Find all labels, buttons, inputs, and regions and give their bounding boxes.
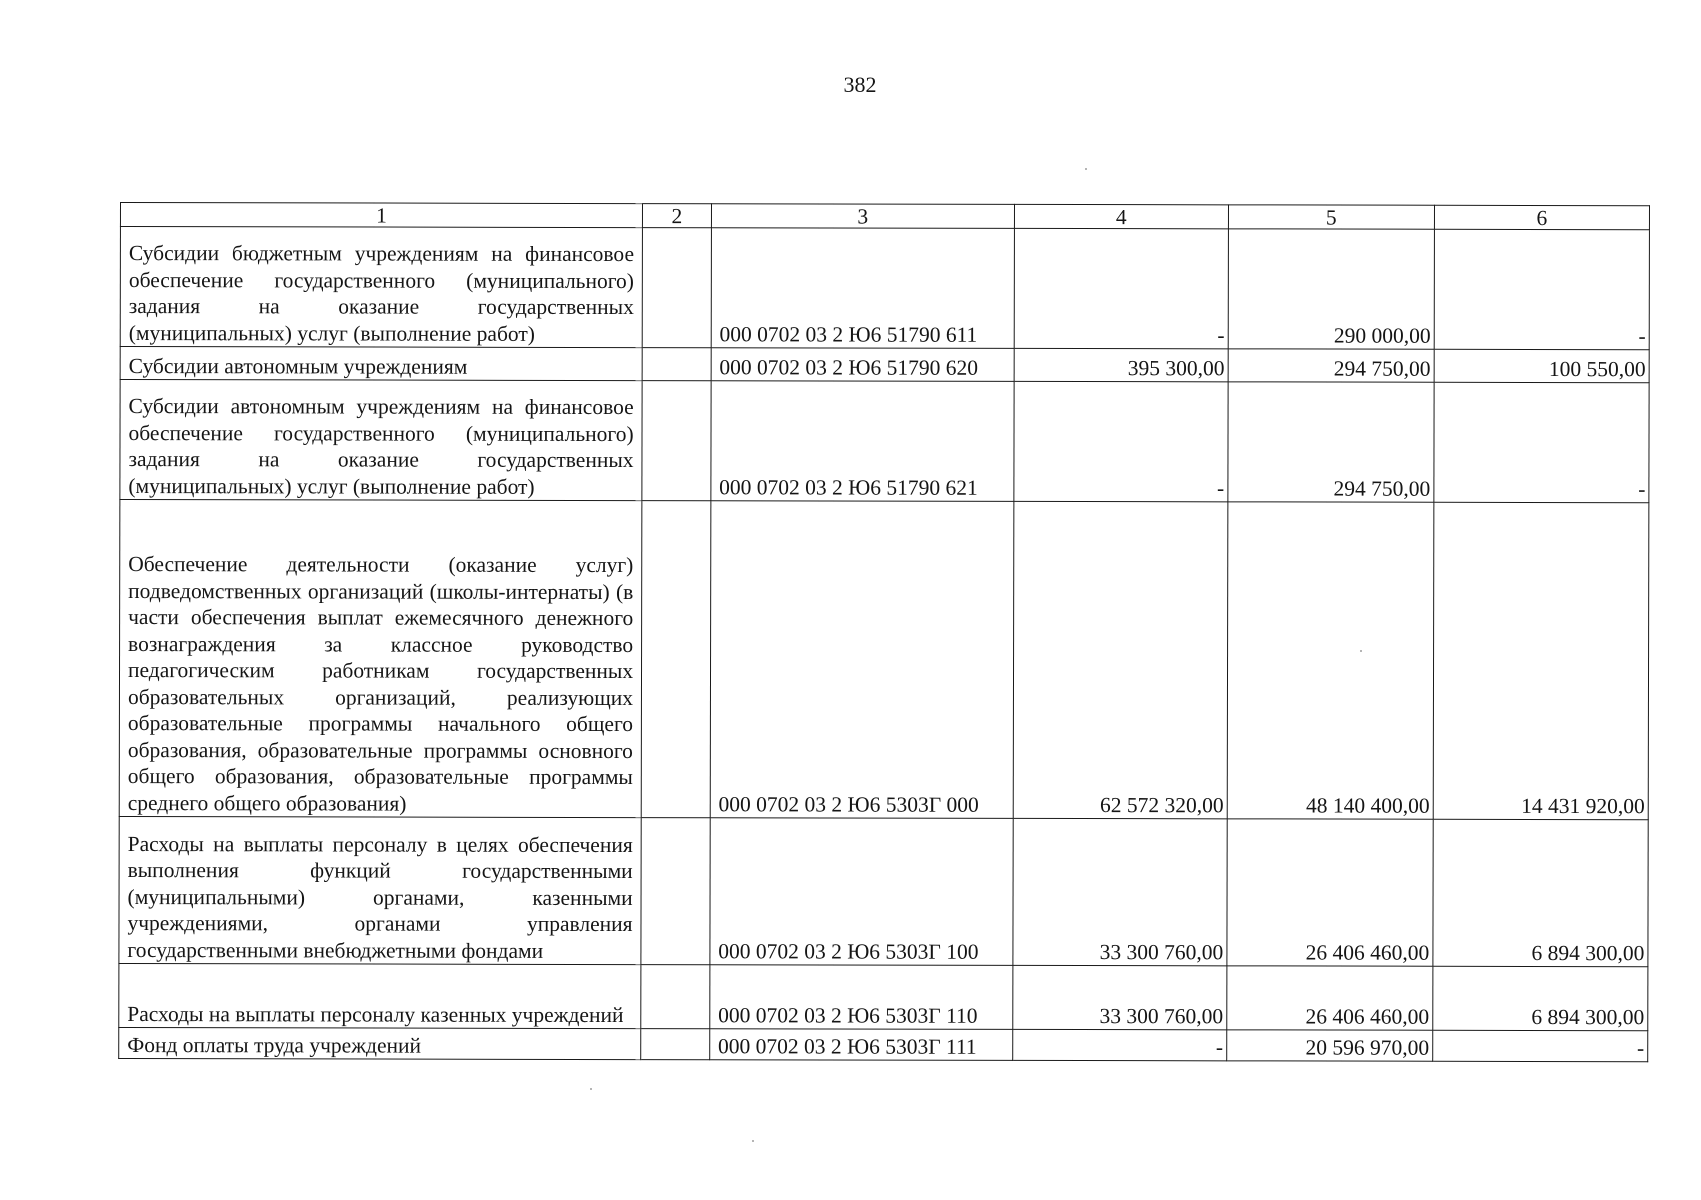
budget-code: 000 0702 03 2 Ю6 5303Г 100 [710,818,1013,966]
budget-code: 000 0702 03 2 Ю6 5303Г 110 [710,965,1013,1030]
column-number-row [120,203,1649,230]
amount-col6: 100 550,00 [1434,349,1649,382]
expense-name: Расходы на выплаты персоналу казенных учреждений [119,963,641,1028]
amount-col6: - [1434,229,1649,349]
amount-col5: 26 406 460,00 [1227,966,1433,1030]
amount-col5: 48 140 400,00 [1227,502,1434,819]
scan-speck [590,1088,592,1090]
amount-col4: 33 300 760,00 [1013,965,1227,1029]
column-number: 6 [1434,205,1649,229]
budget-code: 000 0702 03 2 Ю6 51790 620 [711,348,1014,382]
amount-col5: 20 596 970,00 [1227,1030,1433,1061]
amount-col6: 6 894 300,00 [1433,819,1648,966]
expense-name: Расходы на выплаты персоналу в целях обеспечения выполнения функций государственными (муниципальными) органами, казенными учреждениями, органами управления государственными внебюджетными фондами [119,816,641,964]
amount-col5: 290 000,00 [1228,229,1434,349]
blank-cell [642,228,711,348]
amount-col6: - [1433,1030,1648,1061]
column-number: 1 [120,203,642,228]
table-row [120,380,1649,503]
scan-speck [1360,650,1362,652]
amount-col4: 395 300,00 [1014,348,1228,381]
amount-col5: 294 750,00 [1228,349,1434,382]
table-row [120,227,1649,350]
amount-col5: 294 750,00 [1228,382,1434,502]
blank-cell [642,348,711,381]
column-number: 4 [1014,204,1228,228]
table-row [119,1027,1648,1061]
blank-cell [642,381,711,501]
expense-name: Фонд оплаты труда учреждений [119,1027,641,1059]
amount-col4: 33 300 760,00 [1013,818,1227,965]
budget-code: 000 0702 03 2 Ю6 51790 621 [711,381,1014,502]
amount-col6: 14 431 920,00 [1433,502,1649,819]
column-number: 2 [643,204,712,228]
blank-cell [641,965,710,1029]
budget-code: 000 0702 03 2 Ю6 5303Г 111 [709,1029,1012,1061]
blank-cell [641,818,710,965]
table-row [119,500,1649,820]
budget-code: 000 0702 03 2 Ю6 51790 611 [711,228,1014,349]
column-number: 3 [711,204,1014,229]
amount-col4: - [1014,228,1228,348]
expense-name: Субсидии автономным учреждениям на финансовое обеспечение государственного (муниципального) задания на оказание государственных (муниципальных) услуг (выполнение работ) [120,380,642,501]
scan-speck [1085,168,1087,170]
table-row [119,816,1648,966]
amount-col6: - [1434,382,1649,502]
table-row [120,347,1649,383]
expense-name: Субсидии автономным учреждениям [120,347,642,381]
budget-code: 000 0702 03 2 Ю6 5303Г 000 [710,501,1014,819]
blank-cell [641,1029,710,1060]
expense-name: Обеспечение деятельности (оказание услуг) подведомственных организаций (школы-интернаты) (в части обеспечения выплат ежемесячного денежного вознаграждения за классное руководство педагогическим работникам государственных образовательных организаций, реализующих образовательные программы начального общего образования, образовательные программы основного общего образования, образовательные программы среднего общего образования) [119,500,642,818]
amount-col4: 62 572 320,00 [1013,501,1228,818]
blank-cell [641,501,710,818]
page-number: 382 [843,72,877,97]
column-number: 5 [1228,205,1434,229]
budget-table [118,202,1650,1062]
expense-name: Субсидии бюджетным учреждениям на финансовое обеспечение государственного (муниципального) задания на оказание государственных (муниципальных) услуг (выполнение работ) [120,227,642,348]
table-row [119,963,1648,1030]
amount-col4: - [1014,381,1228,501]
amount-col6: 6 894 300,00 [1433,966,1648,1030]
amount-col5: 26 406 460,00 [1227,819,1433,966]
scan-speck [752,1140,754,1142]
amount-col4: - [1012,1029,1226,1060]
